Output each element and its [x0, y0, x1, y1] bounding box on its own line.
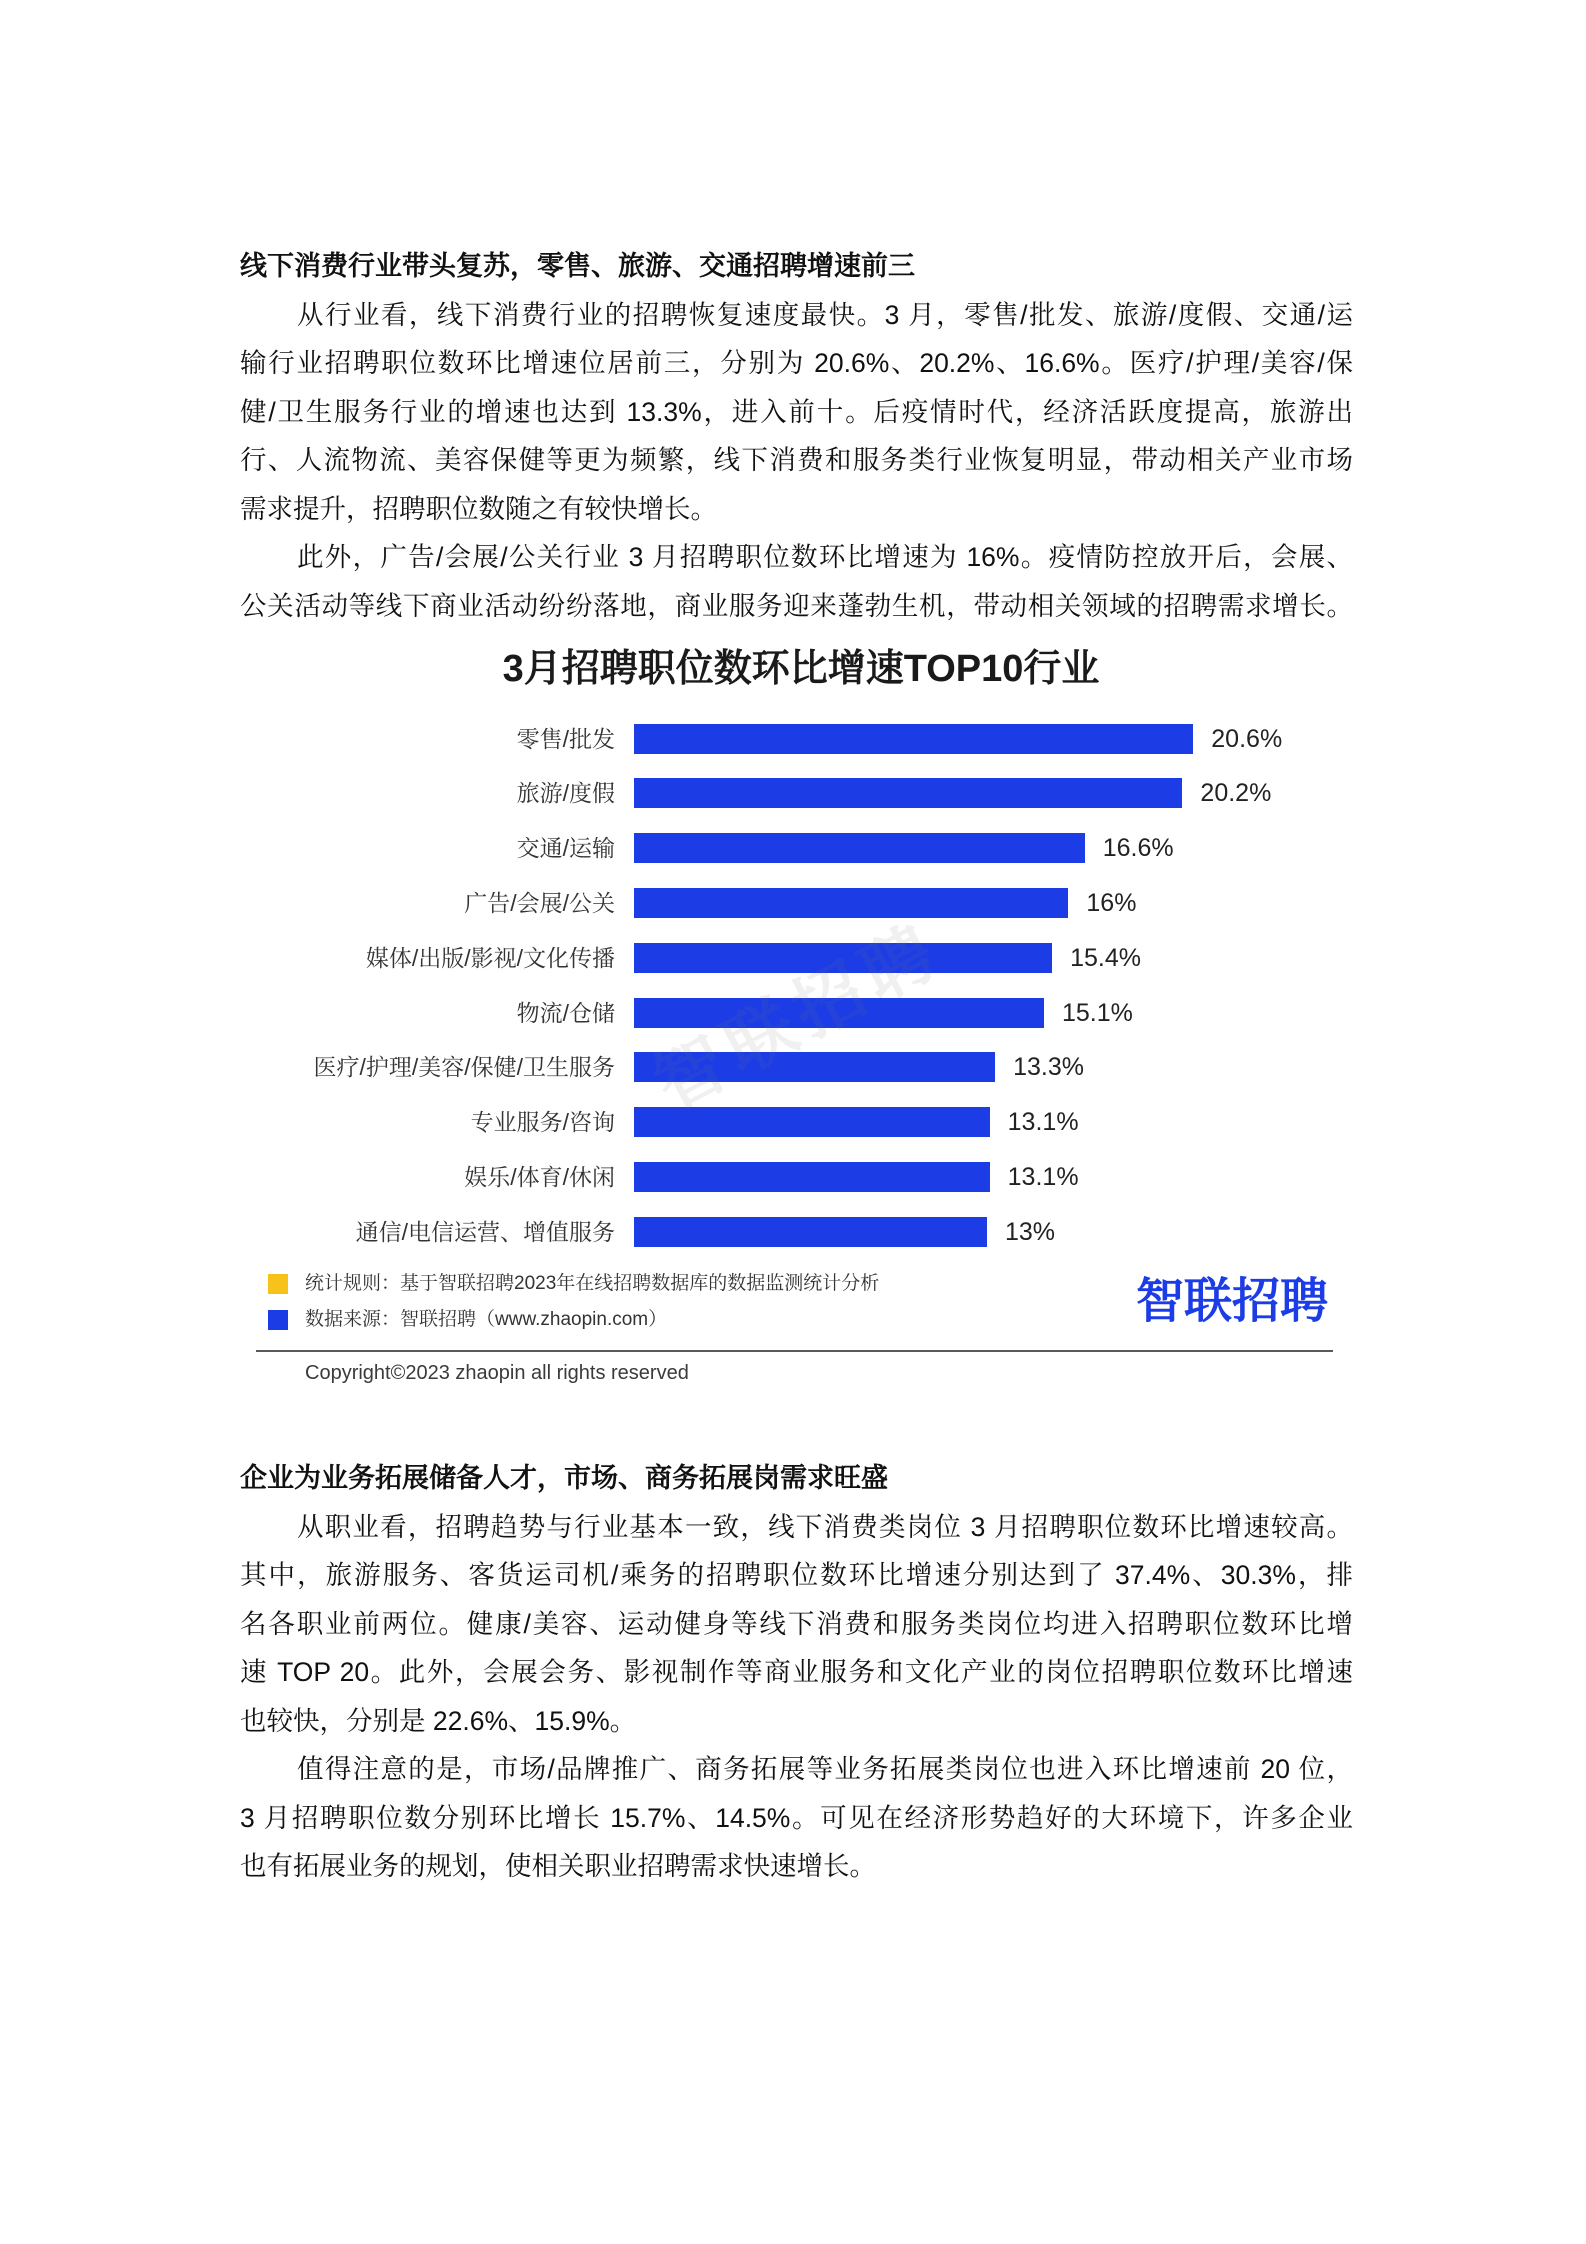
paragraph	[240, 533, 1353, 630]
value-label: 13%	[1004, 1217, 1055, 1246]
paragraph-line: 也有拓展业务的规划，使相关职业招聘需求快速增长。	[240, 1851, 876, 1881]
bar	[634, 833, 1085, 863]
legend-item-rule	[268, 1270, 1088, 1298]
value-label: 20.6%	[1211, 724, 1283, 753]
value-label: 13.1%	[1007, 1162, 1079, 1191]
category-label: 交通/运输	[516, 835, 615, 862]
paragraph-line: 健/卫生服务行业的增速也达到 13.3%，进入前十。后疫情时代，经济活跃度提高，旅游出	[240, 396, 1353, 427]
paragraph-line: 也较快，分别是 22.6%、15.9%。	[240, 1705, 637, 1736]
category-label: 通信/电信运营、增值服务	[355, 1218, 615, 1245]
section-industry	[240, 242, 1353, 630]
category-label: 医疗/护理/美容/保健/卫生服务	[313, 1054, 615, 1081]
bar	[634, 1217, 987, 1247]
paragraph	[240, 1745, 1353, 1891]
paragraph-line: 值得注意的是，市场/品牌推广、商务拓展等业务拓展类岗位也进入环比增速前 20 位，	[297, 1754, 1353, 1784]
bar-chart-plot-area	[0, 700, 1586, 1260]
paragraph-line: 速 TOP 20。此外，会展会务、影视制作等商业服务和文化产业的岗位招聘职位数环比增速	[240, 1657, 1353, 1687]
bar	[634, 778, 1182, 808]
copyright-text: Copyright©2023 zhaopin all rights reserved	[305, 1362, 689, 1384]
bar	[634, 943, 1052, 973]
paragraph	[240, 1503, 1353, 1746]
legend-text: 统计规则：基于智联招聘2023年在线招聘数据库的数据监测统计分析	[305, 1273, 880, 1294]
divider	[256, 1350, 1333, 1352]
paragraph-line: 从行业看，线下消费行业的招聘恢复速度最快。3 月，零售/批发、旅游/度假、交通/运	[297, 299, 1353, 330]
paragraph-line: 名各职业前两位。健康/美容、运动健身等线下消费和服务类岗位均进入招聘职位数环比增	[240, 1608, 1353, 1639]
paragraph-line: 从职业看，招聘趋势与行业基本一致，线下消费类岗位 3 月招聘职位数环比增速较高。	[297, 1511, 1353, 1542]
legend-swatch-yellow	[268, 1274, 288, 1294]
paragraph-line: 公关活动等线下商业活动纷纷落地，商业服务迎来蓬勃生机，带动相关领域的招聘需求增长。	[240, 590, 1353, 621]
paragraph-line: 其中，旅游服务、客货运司机/乘务的招聘职位数环比增速分别达到了 37.4%、30.3%，排	[240, 1560, 1353, 1590]
value-label: 20.2%	[1200, 779, 1272, 808]
watermark: 智联招聘	[641, 909, 955, 1125]
paragraph-line: 此外，广告/会展/公关行业 3 月招聘职位数环比增速为 16%。疫情防控放开后，会展、	[297, 542, 1353, 572]
section-heading: 线下消费行业带头复苏，零售、旅游、交通招聘增速前三	[240, 251, 915, 281]
paragraph	[240, 291, 1353, 534]
bar	[634, 998, 1044, 1028]
category-label: 零售/批发	[516, 725, 615, 752]
value-label: 16.6%	[1102, 834, 1174, 863]
bar	[634, 1162, 990, 1192]
category-label: 专业服务/咨询	[470, 1109, 615, 1136]
bar	[634, 888, 1068, 918]
paragraph-line: 3 月招聘职位数分别环比增长 15.7%、14.5%。可见在经济形势趋好的大环境下，许多企业	[240, 1802, 1353, 1833]
bar	[634, 1052, 995, 1082]
paragraph-line: 需求提升，招聘职位数随之有较快增长。	[240, 493, 717, 524]
value-label: 15.4%	[1070, 943, 1141, 972]
category-label: 娱乐/体育/休闲	[464, 1163, 615, 1190]
legend-item-source	[268, 1306, 1088, 1334]
paragraph-line: 行、人流物流、美容保健等更为频繁，线下消费和服务类行业恢复明显，带动相关产业市场	[240, 445, 1353, 475]
legend-text: 数据来源：智联招聘（www.zhaopin.com）	[305, 1309, 668, 1330]
paragraph-line: 输行业招聘职位数环比增速位居前三，分别为 20.6%、20.2%、16.6%。医疗/护理/美容/保	[240, 348, 1353, 378]
category-label: 媒体/出版/影视/文化传播	[365, 944, 615, 971]
value-label: 13.3%	[1013, 1053, 1084, 1082]
category-label: 广告/会展/公关	[464, 889, 615, 916]
section-occupation	[240, 1454, 1353, 1891]
bar	[634, 1107, 990, 1137]
section-heading: 企业为业务拓展储备人才，市场、商务拓展岗需求旺盛	[240, 1463, 888, 1493]
value-label: 16%	[1086, 888, 1137, 917]
bar	[634, 724, 1193, 754]
legend-swatch-blue	[268, 1310, 288, 1330]
value-label: 15.1%	[1061, 998, 1133, 1027]
category-label: 旅游/度假	[516, 780, 615, 807]
zhaopin-logo: 智联招聘	[1136, 1275, 1329, 1328]
chart-title: 3月招聘职位数环比增速TOP10行业	[502, 648, 1100, 690]
value-label: 13.1%	[1007, 1108, 1079, 1137]
category-label: 物流/仓储	[516, 999, 615, 1026]
